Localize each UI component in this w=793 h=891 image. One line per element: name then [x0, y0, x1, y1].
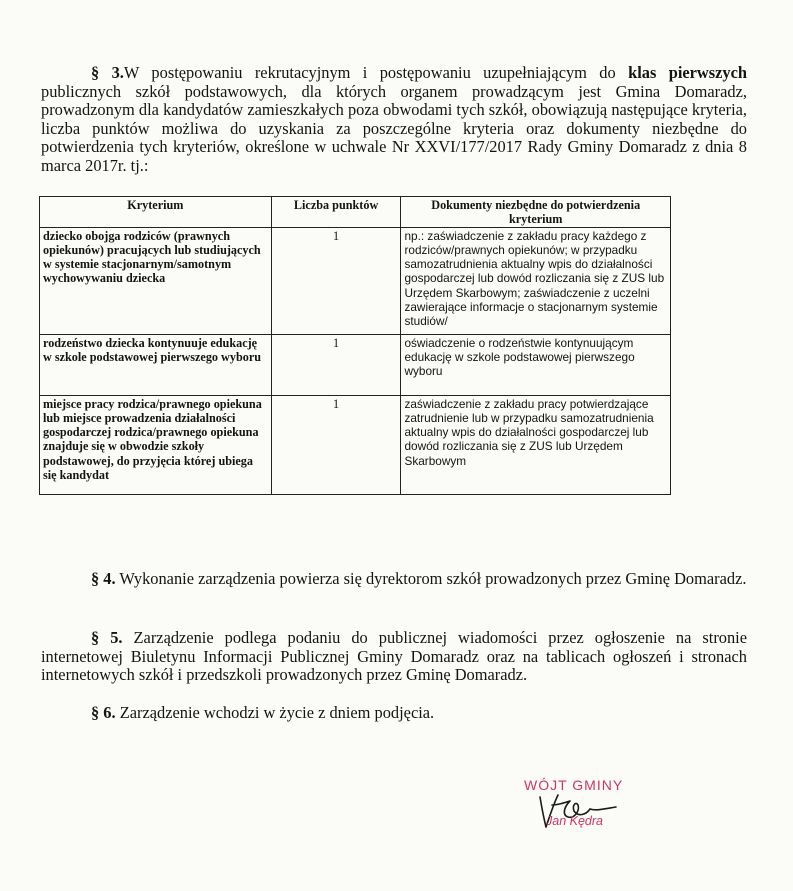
points-cell: 1	[271, 396, 401, 495]
criterion-cell: dziecko obojga rodziców (prawnych opiekunów) pracujących lub studiujących w systemie stacjonarnym/samotnym wychowywaniu dziecka	[40, 228, 272, 335]
header-criterion: Kryterium	[40, 197, 272, 228]
paragraph-4	[41, 570, 747, 589]
header-points: Liczba punktów	[271, 197, 401, 228]
section-mark-4: § 4.	[91, 569, 116, 588]
criterion-cell: rodzeństwo dziecka kontynuuje edukację w szkole podstawowej pierwszego wyboru	[40, 335, 272, 396]
table-row	[40, 396, 671, 495]
stamp-title: WÓJT GMINY	[524, 777, 624, 793]
paragraph-3-text-b: publicznych szkół podstawowych, dla których organem prowadzącym jest Gmina Domaradz, prowadzonym dla kandydatów zamieszkałych poza obwodami tych szkół, obowiązują następujące kryteria, liczba punktów możliwa do uzyskania za poszczególne kryteria oraz dokumenty niezbędne do potwierdzenia tych kryteriów, określone w uchwale Nr XXVI/177/2017 Rady Gminy Domaradz z dnia 8 marca 2017r. tj.:	[41, 81, 747, 175]
table-header-row	[40, 197, 671, 228]
paragraph-3	[41, 64, 747, 176]
section-mark-3: § 3.	[91, 63, 124, 82]
paragraph-4-text: Wykonanie zarządzenia powierza się dyrektorom szkół prowadzonych przez Gminę Domaradz.	[119, 569, 747, 588]
table-row	[40, 228, 671, 335]
paragraph-6	[41, 704, 747, 723]
paragraph-3-text-a: W postępowaniu rekrutacyjnym i postępowaniu uzupełniającym do	[123, 63, 629, 82]
points-cell: 1	[271, 228, 401, 335]
documents-cell: np.: zaświadczenie z zakładu pracy każdego z rodziców/prawnych opiekunów; w przypadku samozatrudnienia aktualny wpis do działalności gospodarczej lub dowód rozliczania się z ZUS lub Urzędem Skarbowym; zaświadczenie z uczelni zawierające informacje o stacjonarnym systemie studiów/	[401, 228, 671, 335]
paragraph-5-text: Zarządzenie podlega podaniu do publicznej wiadomości przez ogłoszenie na stronie internetowej Biuletynu Informacji Publicznej Gminy Domaradz oraz na tablicach ogłoszeń i stronach internetowych szkół i przedszkoli prowadzonych przez Gminę Domaradz.	[41, 628, 747, 685]
stamp-name: Jan Kędra	[546, 814, 603, 828]
section-mark-6: § 6.	[91, 703, 116, 722]
documents-cell: oświadczenie o rodzeństwie kontynuującym edukację w szkole podstawowej pierwszego wyboru	[401, 335, 671, 396]
paragraph-5	[41, 629, 747, 685]
paragraph-6-text: Zarządzenie wchodzi w życie z dniem podjęcia.	[119, 703, 435, 722]
table-row	[40, 335, 671, 396]
documents-cell: zaświadczenie z zakładu pracy potwierdzające zatrudnienie lub w przypadku samozatrudnienia aktualny wpis do działalności gospodarczej lub dowód rozliczania się z ZUS lub Urzędem Skarbowym	[401, 396, 671, 495]
criterion-cell: miejsce pracy rodzica/prawnego opiekuna lub miejsce prowadzenia działalności gospodarczej rodzica/prawnego opiekuna znajduje się w obwodzie szkoły podstawowej, do przyjęcia której ubiega się kandydat	[40, 396, 272, 495]
points-cell: 1	[271, 335, 401, 396]
section-mark-5: § 5.	[91, 628, 123, 647]
criteria-table	[39, 196, 671, 495]
signature-stamp	[512, 775, 662, 835]
paragraph-3-bold: klas pierwszych	[628, 63, 747, 82]
header-documents: Dokumenty niezbędne do potwierdzenia kryterium	[401, 197, 671, 228]
